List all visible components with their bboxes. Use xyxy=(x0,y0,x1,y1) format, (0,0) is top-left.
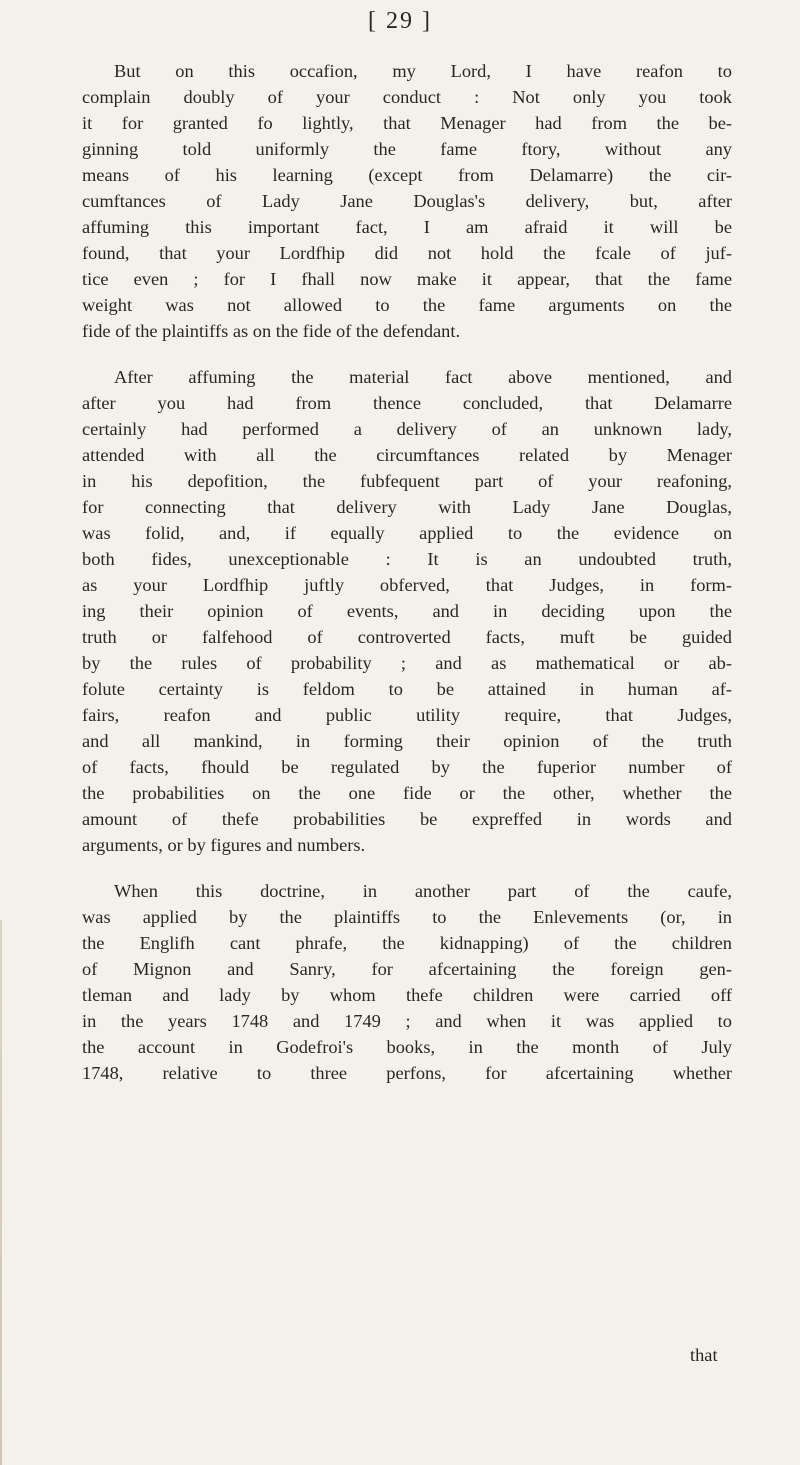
text-line: the account in Godefroi's books, in the month of July xyxy=(82,1037,732,1057)
catchword: that xyxy=(690,1345,718,1365)
text-line: weight was not allowed to the fame arguments on the xyxy=(82,295,732,315)
text-line: as your Lordfhip juftly obferved, that Judges, in form- xyxy=(82,575,732,595)
text-line: After affuming the material fact above mentioned, and xyxy=(114,367,732,387)
text-line: after you had from thence concluded, that Delamarre xyxy=(82,393,732,413)
text-line: in the years 1748 and 1749 ; and when it was applied to xyxy=(82,1011,732,1031)
text-line: it for granted fo lightly, that Menager had from the be- xyxy=(82,113,732,133)
text-line: tleman and lady by whom thefe children were carried off xyxy=(82,985,732,1005)
text-line: ginning told uniformly the fame ftory, without any xyxy=(82,139,732,159)
text-line: attended with all the circumftances related by Menager xyxy=(82,445,732,465)
text-line: truth or falfehood of controverted facts, muft be guided xyxy=(82,627,732,647)
paragraph-2 xyxy=(82,364,732,858)
text-line: the Englifh cant phrafe, the kidnapping) of the children xyxy=(82,933,732,953)
text-line: the probabilities on the one fide or the other, whether the xyxy=(82,783,732,803)
text-line: was folid, and, if equally applied to the evidence on xyxy=(82,523,732,543)
text-line: 1748, relative to three perfons, for afcertaining whether xyxy=(82,1063,732,1083)
text-line: cumftances of Lady Jane Douglas's delivery, but, after xyxy=(82,191,732,211)
page-number: [ 29 ] xyxy=(368,8,432,34)
text-line: and all mankind, in forming their opinion of the truth xyxy=(82,731,732,751)
text-line: But on this occafion, my Lord, I have reafon to xyxy=(114,61,732,81)
text-line: for connecting that delivery with Lady Jane Douglas, xyxy=(82,497,732,517)
text-line: was applied by the plaintiffs to the Enlevements (or, in xyxy=(82,907,732,927)
text-line: certainly had performed a delivery of an unknown lady, xyxy=(82,419,732,439)
text-line: complain doubly of your conduct : Not only you took xyxy=(82,87,732,107)
text-line: by the rules of probability ; and as mathematical or ab- xyxy=(82,653,732,673)
paragraph-3 xyxy=(82,878,732,1086)
text-line: found, that your Lordfhip did not hold the fcale of juf- xyxy=(82,243,732,263)
text-line: of facts, fhould be regulated by the fuperior number of xyxy=(82,757,732,777)
text-line: tice even ; for I fhall now make it appear, that the fame xyxy=(82,269,732,289)
body-text xyxy=(82,58,732,1106)
text-line: affuming this important fact, I am afraid it will be xyxy=(82,217,732,237)
text-line: arguments, or by figures and numbers. xyxy=(82,835,366,855)
page-edge-shadow xyxy=(0,920,2,1465)
text-line: ing their opinion of events, and in deciding upon the xyxy=(82,601,732,621)
text-line: amount of thefe probabilities be expreffed in words and xyxy=(82,809,732,829)
text-line: in his depofition, the fubfequent part of your reafoning, xyxy=(82,471,732,491)
paragraph-1 xyxy=(82,58,732,344)
text-line: means of his learning (except from Delamarre) the cir- xyxy=(82,165,732,185)
text-line: fide of the plaintiffs as on the fide of the defendant. xyxy=(82,321,461,341)
text-line: fairs, reafon and public utility require, that Judges, xyxy=(82,705,732,725)
text-line: When this doctrine, in another part of the caufe, xyxy=(114,881,732,901)
text-line: of Mignon and Sanry, for afcertaining the foreign gen- xyxy=(82,959,732,979)
text-line: both fides, unexceptionable : It is an undoubted truth, xyxy=(82,549,732,569)
text-line: folute certainty is feldom to be attained in human af- xyxy=(82,679,732,699)
